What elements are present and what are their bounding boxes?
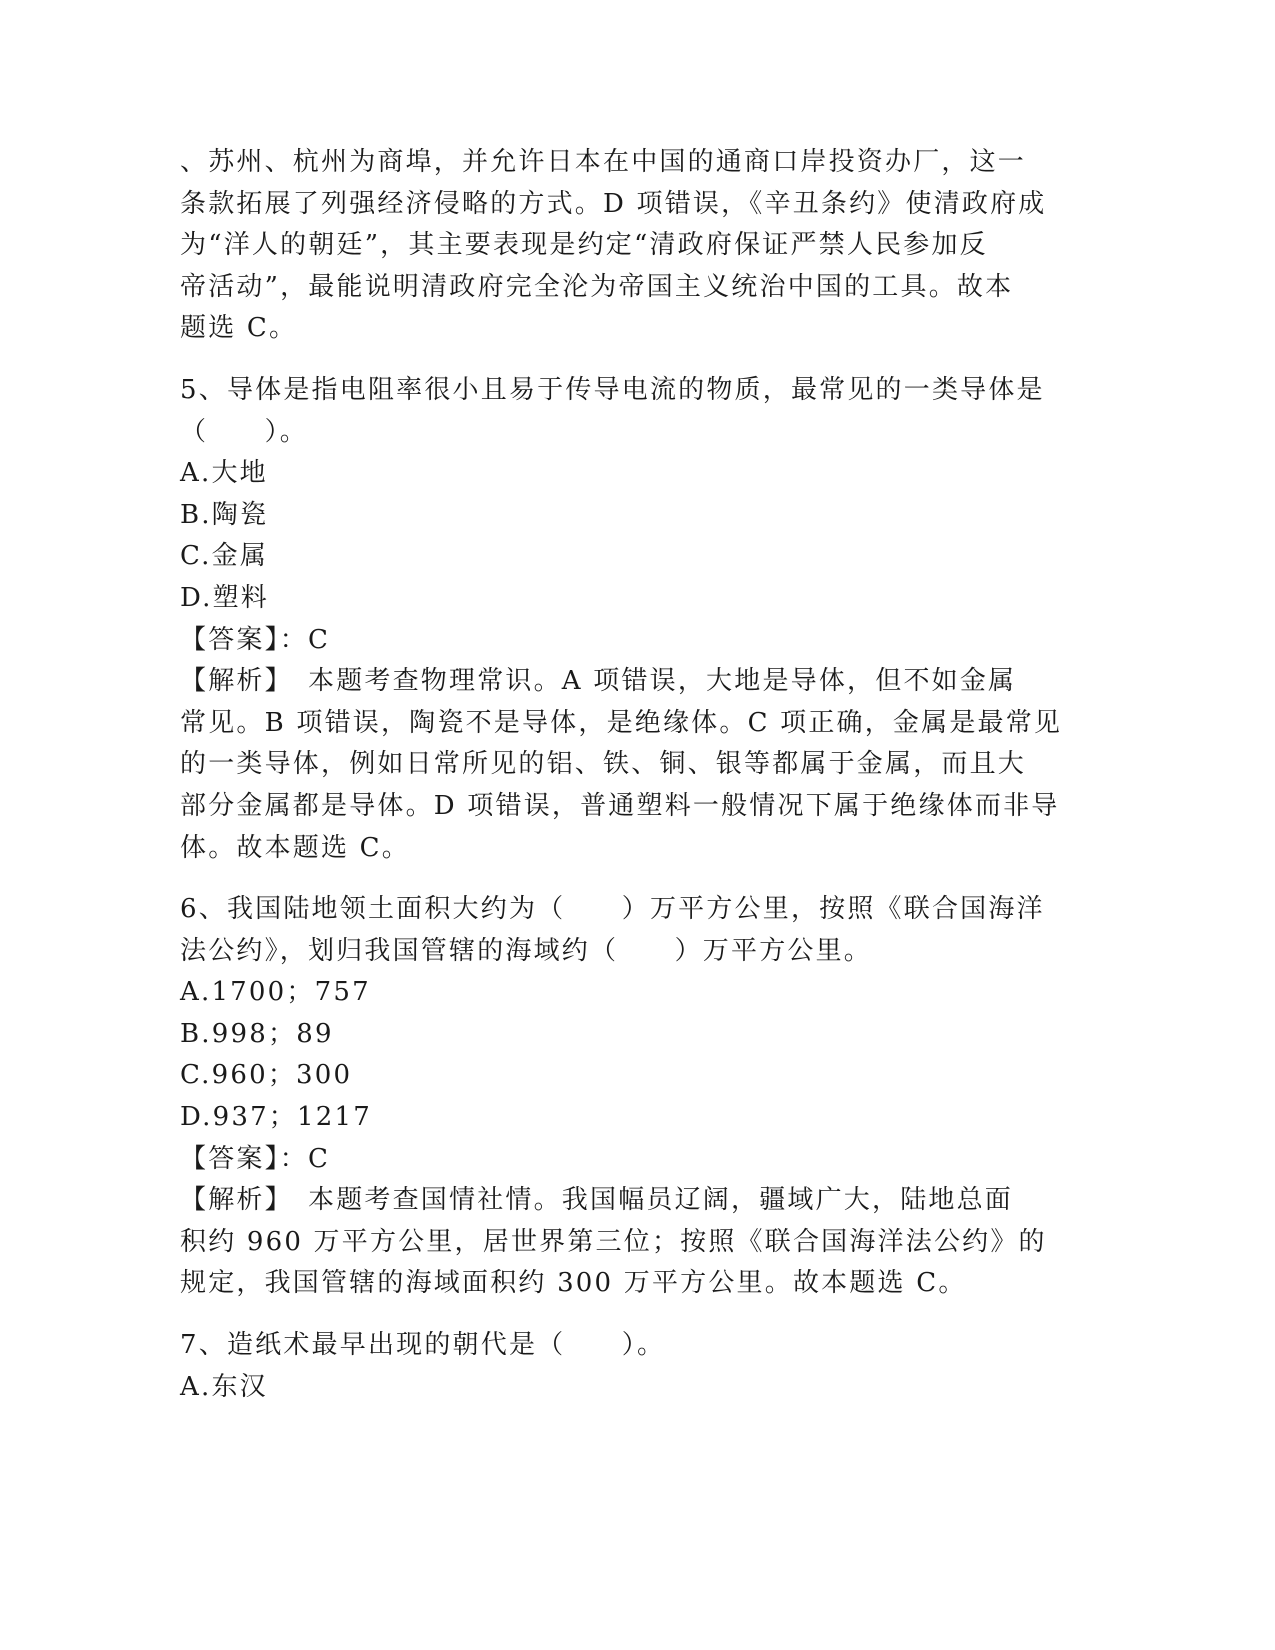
question-stem: 5、导体是指电阻率很小且易于传导电流的物质，最常见的一类导体是	[180, 374, 1045, 405]
option-c: C.金属	[180, 541, 269, 572]
analysis-line: 【解析】 本题考查物理常识。A 项错误，大地是导体，但不如金属	[180, 666, 1017, 697]
question-6	[180, 889, 1080, 1305]
text-line: 、苏州、杭州为商埠，并允许日本在中国的通商口岸投资办厂，这一	[180, 147, 1027, 177]
option-c: C.960；300	[180, 1060, 353, 1091]
option-d: D.937；1217	[180, 1102, 372, 1133]
analysis-line: 常见。B 项错误，陶瓷不是导体，是绝缘体。C 项正确，金属是最常见	[180, 707, 1063, 738]
question-stem: 法公约》，划归我国管辖的海域约（ ）万平方公里。	[180, 935, 873, 966]
option-a: A.东汉	[180, 1371, 268, 1402]
analysis-line: 规定，我国管辖的海域面积约 300 万平方公里。故本题选 C。	[180, 1268, 967, 1299]
question-stem: （ ）。	[180, 416, 309, 447]
option-d: D.塑料	[180, 582, 269, 613]
text-line: 帝活动”，最能说明清政府完全沦为帝国主义统治中国的工具。故本	[180, 271, 1014, 302]
text-line: 为“洋人的朝廷”，其主要表现是约定“清政府保证严禁人民参加反	[180, 230, 988, 261]
option-b: B.998；89	[180, 1018, 334, 1049]
question-stem: 6、我国陆地领土面积大约为（ ）万平方公里，按照《联合国海洋	[180, 894, 1045, 925]
analysis-line: 的一类导体，例如日常所见的铝、铁、铜、银等都属于金属，而且大	[180, 749, 1027, 780]
question-7	[180, 1325, 1080, 1408]
option-a: A.1700；757	[180, 977, 371, 1008]
analysis-line: 体。故本题选 C。	[180, 832, 410, 863]
option-a: A.大地	[180, 458, 268, 489]
question-stem: 7、造纸术最早出现的朝代是（ ）。	[180, 1330, 666, 1361]
analysis-line: 积约 960 万平方公里，居世界第三位；按照《联合国海洋法公约》的	[180, 1226, 1047, 1257]
text-line: 条款拓展了列强经济侵略的方式。D 项错误，《辛丑条约》使清政府成	[180, 188, 1047, 219]
answer-line: 【答案】：C	[180, 1143, 331, 1174]
analysis-line: 【解析】 本题考查国情社情。我国幅员辽阔，疆域广大，陆地总面	[180, 1185, 1014, 1216]
analysis-line: 部分金属都是导体。D 项错误，普通塑料一般情况下属于绝缘体而非导	[180, 790, 1060, 821]
document-page	[180, 142, 1080, 1408]
answer-line: 【答案】：C	[180, 624, 331, 655]
text-line: 题选 C。	[180, 313, 298, 344]
option-b: B.陶瓷	[180, 499, 269, 530]
previous-question-explanation	[180, 142, 1080, 350]
question-5	[180, 370, 1080, 869]
